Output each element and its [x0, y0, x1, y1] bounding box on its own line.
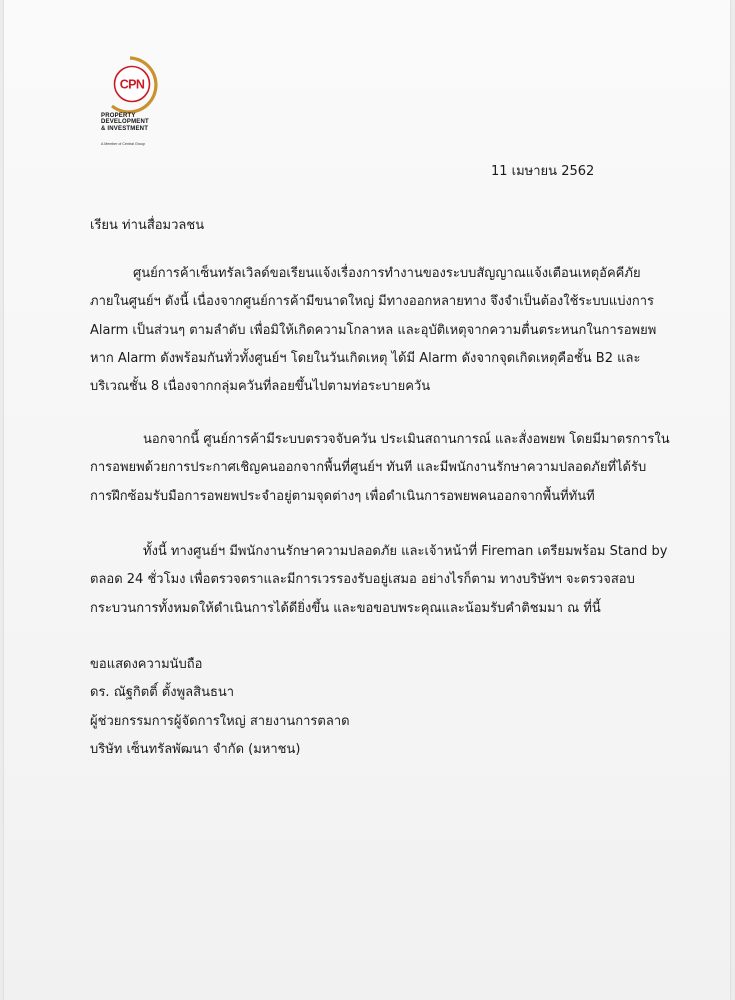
paragraph-line: กระบวนการทั้งหมดให้ดำเนินการได้ดียิ่งขึ้น และขอขอบพระคุณและน้อมรับคำติชมมา ณ ที่นี้	[90, 600, 601, 616]
logo-line-1: PROPERTY	[101, 113, 136, 119]
closing-regards: ขอแสดงความนับถือ	[90, 657, 203, 672]
letter-page	[4, 0, 730, 1000]
paragraph-line: การอพยพด้วยการประกาศเชิญคนออกจากพื้นที่ศูนย์ฯ ทันที และมีพนักงานรักษาความปลอดภัยที่ได้รับ	[90, 460, 647, 476]
company-logo	[100, 56, 170, 152]
logo-mark-text: CPN	[119, 77, 145, 92]
paragraph-line: บริเวณชั้น 8 เนื่องจากกลุ่มควันที่ลอยขึ้นไปตามท่อระบายควัน	[90, 379, 431, 395]
paragraph-2	[90, 426, 670, 511]
paragraph-line: ภายในศูนย์ฯ ดังนี้ เนื่องจากศูนย์การค้ามีขนาดใหญ่ มีทางออกหลายทาง จึงจำเป็นต้องใช้ระบบแบ่งการ	[90, 294, 655, 310]
paragraph-line: นอกจากนี้ ศูนย์การค้ามีระบบตรวจจับควัน ประเมินสถานการณ์ และสั่งอพยพ โดยมีมาตรการใน	[143, 432, 670, 447]
cpn-logo-mark-icon	[100, 56, 170, 114]
signatory-company: บริษัท เซ็นทรัลพัฒนา จำกัด (มหาชน)	[90, 742, 301, 758]
paragraph-1	[90, 260, 658, 401]
signatory-name: ดร. ณัฐกิตติ์ ตั้งพูลสินธนา	[90, 685, 235, 701]
signature-block	[90, 651, 350, 765]
signatory-position: ผู้ช่วยกรรมการผู้จัดการใหญ่ สายงานการตลาด	[90, 713, 350, 729]
salutation: เรียน ท่านสื่อมวลชน	[90, 218, 205, 233]
logo-line-2: DEVELOPMENT	[101, 119, 149, 126]
logo-company-name	[101, 113, 171, 132]
paragraph-line: Alarm เป็นส่วนๆ ตามลำดับ เพื่อมิให้เกิดความโกลาหล และอุบัติเหตุจากความตื่นตระหนกในการอพยพ	[90, 322, 657, 338]
paragraph-line: ศูนย์การค้าเซ็นทรัลเวิลด์ขอเรียนแจ้งเรื่องการทำงานของระบบสัญญาณแจ้งเตือนเหตุอัคคีภัย	[133, 266, 641, 281]
logo-tagline: A Member of Central Group	[101, 142, 145, 146]
paragraph-line: หาก Alarm ดังพร้อมกันทั่วทั้งศูนย์ฯ โดยในวันเกิดเหตุ ได้มี Alarm ดังจากจุดเกิดเหตุคือชั้น B2 และ	[90, 350, 641, 366]
paragraph-line: ทั้งนี้ ทางศูนย์ฯ มีพนักงานรักษาความปลอดภัย และเจ้าหน้าที่ Fireman เตรียมพร้อม Stand by	[143, 544, 668, 559]
paragraph-3	[90, 538, 668, 623]
letter-date: 11 เมษายน 2562	[491, 164, 595, 179]
logo-line-3: & INVESTMENT	[101, 125, 149, 132]
paragraph-line: ตลอด 24 ชั่วโมง เพื่อตรวจตราและมีการเวรรองรับอยู่เสมอ อย่างไรก็ตาม ทางบริษัทฯ จะตรวจสอบ	[90, 572, 635, 588]
paragraph-line: การฝึกซ้อมรับมือการอพยพประจำอยู่ตามจุดต่างๆ เพื่อดำเนินการอพยพคนออกจากพื้นที่ทันที	[90, 488, 595, 504]
